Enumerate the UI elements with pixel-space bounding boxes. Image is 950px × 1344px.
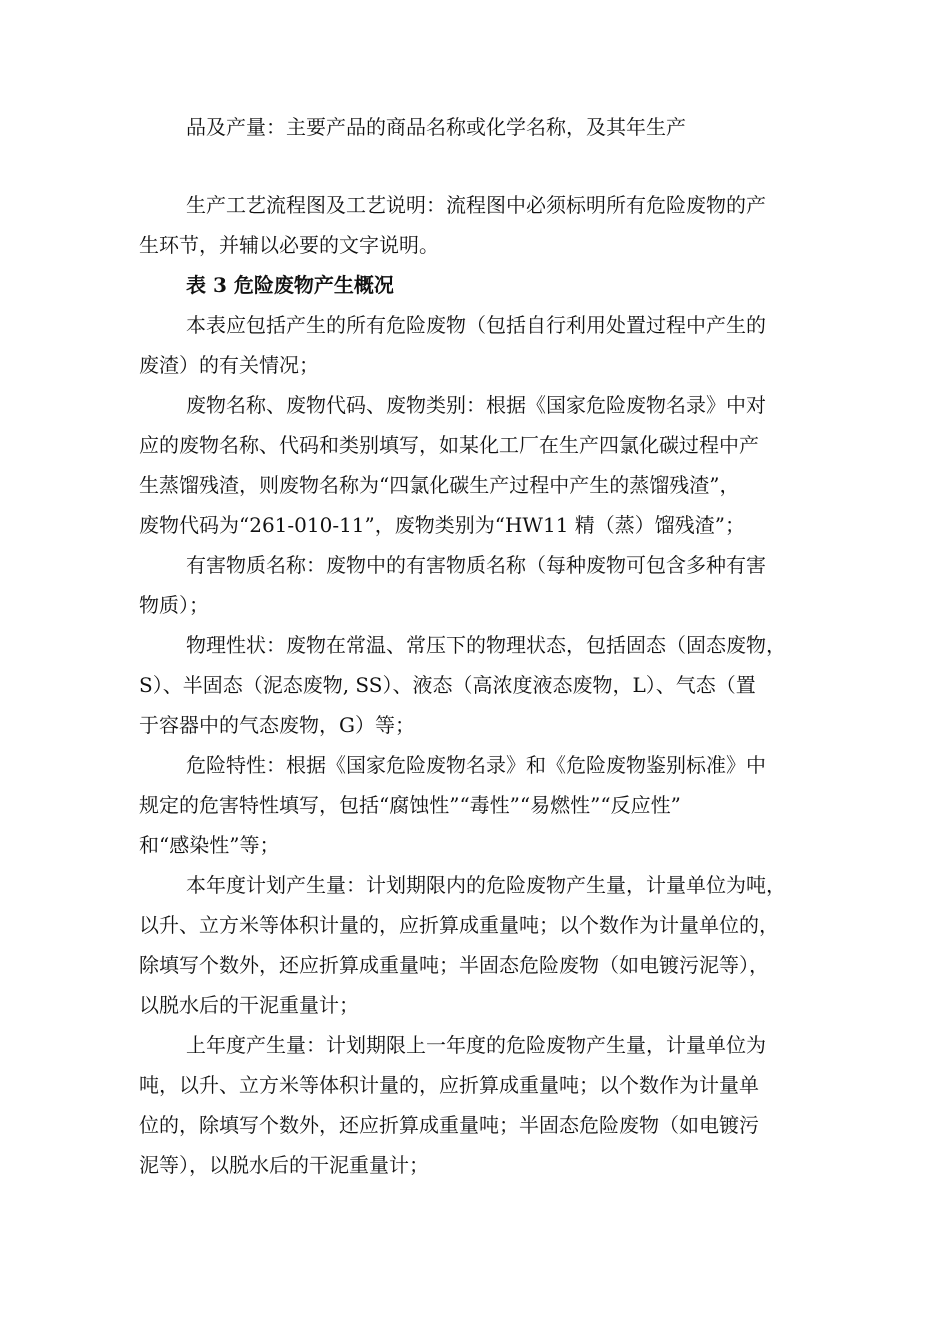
paragraph-line: 本表应包括产生的所有危险废物（包括自行利用处置过程中产生的 (186, 313, 766, 337)
paragraph-process-flow (139, 185, 819, 265)
paragraph-planned-output (139, 865, 819, 1025)
heading-line: 表 3 危险废物产生概况 (186, 273, 394, 297)
paragraph-line: 有害物质名称：废物中的有害物质名称（每种废物可包含多种有害 (186, 553, 766, 577)
paragraph-line: 上年度产生量：计划期限上一年度的危险废物产生量，计量单位为 (186, 1033, 766, 1057)
paragraph-line: 废物代码为“261-010-11”，废物类别为“HW11 精（蒸）馏残渣”； (139, 513, 746, 537)
paragraph-line: 生蒸馏残渣，则废物名称为“四氯化碳生产过程中产生的蒸馏残渣”， (139, 473, 740, 497)
paragraph-line: 废物名称、废物代码、废物类别：根据《国家危险废物名录》中对 (186, 393, 766, 417)
paragraph-line: 和“感染性”等； (139, 833, 280, 857)
paragraph-line: 物质）； (139, 593, 209, 617)
paragraph-line: 物理性状：废物在常温、常压下的物理状态，包括固态（固态废物， (186, 633, 786, 657)
paragraph-line: 危险特性：根据《国家危险废物名录》和《危险废物鉴别标准》中 (186, 753, 766, 777)
paragraph-line: 除填写个数外，还应折算成重量吨；半固态危险废物（如电镀污泥等）， (139, 953, 769, 977)
section-heading-table-3 (139, 265, 819, 305)
paragraph-line: S）、半固态（泥态废物, SS）、液态（高浓度液态废物，L）、气态（置 (139, 673, 756, 697)
paragraph-previous-year-output (139, 1025, 819, 1185)
paragraph-hazardous-substance (139, 545, 819, 625)
paragraph-hazard-characteristics (139, 745, 819, 865)
paragraph-line: 应的废物名称、代码和类别填写，如某化工厂在生产四氯化碳过程中产 (139, 433, 759, 457)
paragraph-products (139, 107, 819, 147)
paragraph-line: 废渣）的有关情况； (139, 353, 319, 377)
paragraph-waste-name-code (139, 385, 819, 545)
paragraph-line: 生环节，并辅以必要的文字说明。 (139, 233, 439, 257)
paragraph-line: 生产工艺流程图及工艺说明：流程图中必须标明所有危险废物的产 (186, 193, 766, 217)
paragraph-line: 于容器中的气态废物，G）等； (139, 713, 415, 737)
paragraph-line: 以升、立方米等体积计量的，应折算成重量吨；以个数作为计量单位的， (139, 913, 779, 937)
paragraph-line: 泥等），以脱水后的干泥重量计； (139, 1153, 429, 1177)
paragraph-line: 规定的危害特性填写，包括“腐蚀性”“毒性”“易燃性”“反应性” (139, 793, 681, 817)
paragraph-line: 品及产量：主要产品的商品名称或化学名称，及其年生产 (186, 115, 686, 139)
paragraph-line: 本年度计划产生量：计划期限内的危险废物产生量，计量单位为吨， (186, 873, 786, 897)
paragraph-line: 以脱水后的干泥重量计； (139, 993, 359, 1017)
paragraph-physical-state (139, 625, 819, 745)
paragraph-line: 位的，除填写个数外，还应折算成重量吨；半固态危险废物（如电镀污 (139, 1113, 759, 1137)
paragraph-table-scope (139, 305, 819, 385)
paragraph-line: 吨，以升、立方米等体积计量的，应折算成重量吨；以个数作为计量单 (139, 1073, 759, 1097)
